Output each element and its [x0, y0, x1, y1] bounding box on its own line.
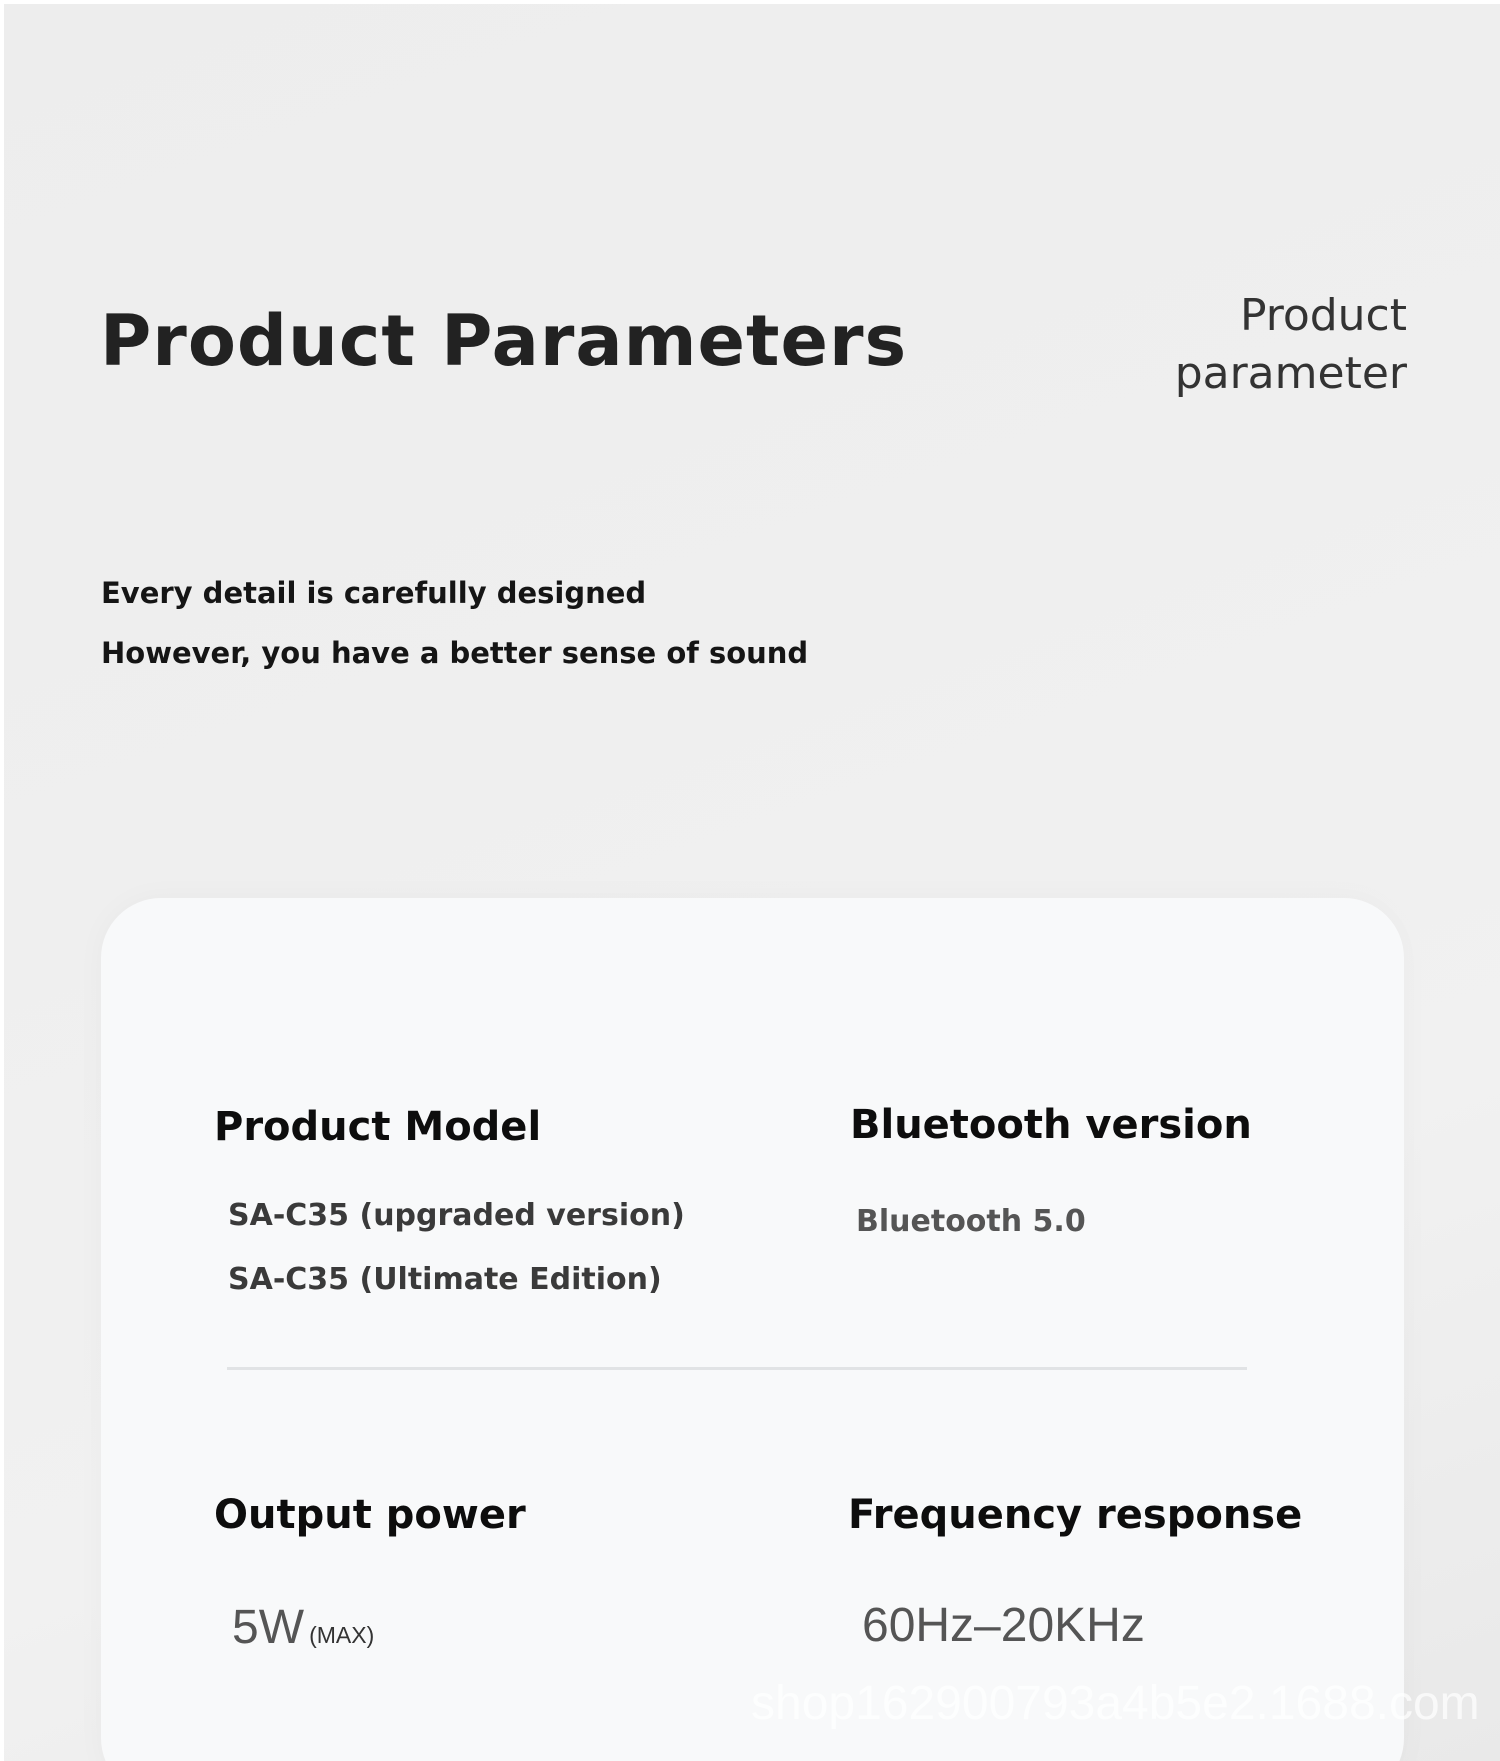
spec-value-output-power: 5W	[232, 1601, 304, 1654]
spec-output-power	[214, 1492, 526, 1538]
divider-1	[227, 1367, 1247, 1370]
spec-label-product-model: Product Model	[214, 1104, 542, 1150]
tagline-line1: Every detail is carefully designed	[101, 576, 647, 610]
spec-values-frequency	[862, 1598, 1145, 1653]
spec-frequency-response	[848, 1492, 1302, 1538]
corner-label	[1147, 287, 1407, 403]
spec-values-bluetooth	[856, 1204, 1086, 1239]
spec-product-model	[214, 1104, 541, 1150]
spec-label-output-power: Output power	[214, 1492, 526, 1538]
spec-value-model-2: SA-C35 (Ultimate Edition)	[228, 1262, 662, 1297]
tagline-line2: However, you have a better sense of sound	[101, 636, 809, 670]
spec-card	[101, 898, 1404, 1761]
watermark: shop162900793a4b5e2.1688.com	[751, 1677, 1480, 1730]
spec-value-output-power-suffix: (MAX)	[309, 1622, 375, 1648]
spec-bluetooth	[850, 1102, 1252, 1148]
corner-label-line2: parameter	[1174, 348, 1407, 399]
spec-values-output-power	[232, 1600, 374, 1655]
spec-value-frequency: 60Hz–20KHz	[862, 1599, 1145, 1652]
spec-label-bluetooth: Bluetooth version	[850, 1102, 1252, 1148]
spec-values-product-model-2	[228, 1262, 662, 1297]
spec-value-bluetooth: Bluetooth 5.0	[856, 1204, 1086, 1239]
spec-value-model-1: SA-C35 (upgraded version)	[228, 1198, 685, 1233]
corner-label-line1: Product	[1239, 290, 1407, 341]
page	[4, 4, 1500, 1761]
spec-values-product-model	[228, 1198, 685, 1233]
spec-label-frequency: Frequency response	[848, 1492, 1303, 1538]
page-title: Product Parameters	[100, 300, 908, 382]
